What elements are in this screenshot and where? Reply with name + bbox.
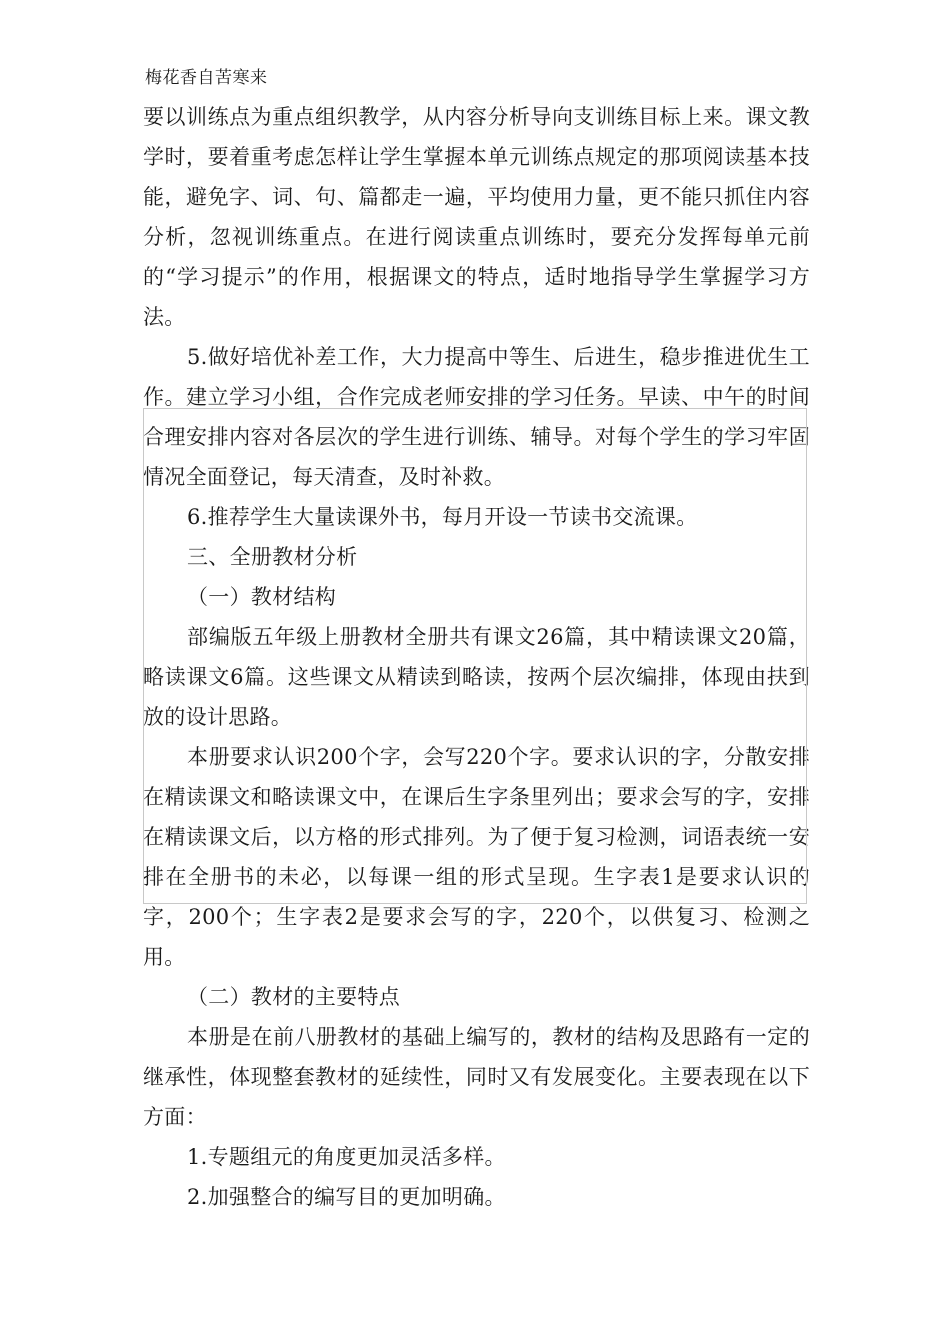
paragraph-item-5: 5.做好培优补差工作，大力提高中等生、后进生，稳步推进优生工作。建立学习小组，合作完成老师安排的学习任务。早读、中午的时间合理安排内容对各层次的学生进行训练、辅导。对每个学生的学习牢固情况全面登记，每天清查，及时补救。 <box>143 345 810 489</box>
subsection-heading-2: （二）教材的主要特点 <box>187 985 400 1009</box>
paragraph-main-features: 本册是在前八册教材的基础上编写的，教材的结构及思路有一定的继承性，体现整套教材的延续性，同时又有发展变化。主要表现在以下方面： <box>143 1025 810 1129</box>
paragraph-item-6: 6.推荐学生大量读课外书，每月开设一节读书交流课。 <box>187 505 698 529</box>
paragraph-training-focus: 要以训练点为重点组织教学，从内容分析导向支训练目标上来。课文教学时，要着重考虑怎样让学生掌握本单元训练点规定的那项阅读基本技能，避免字、词、句、篇都走一遍，平均使用力量，更不能只抓住内容分析，忽视训练重点。在进行阅读重点训练时，要充分发挥每单元前的“学习提示”的作用，根据课文的特点，适时地指导学生掌握学习方法。 <box>143 105 810 329</box>
page-header: 梅花香自苦寒来 <box>145 68 268 88</box>
list-item-feature-1: 1.专题组元的角度更加灵活多样。 <box>187 1145 506 1169</box>
list-item-feature-2: 2.加强整合的编写目的更加明确。 <box>187 1185 506 1209</box>
paragraph-character-requirements: 本册要求认识200个字，会写220个字。要求认识的字，分散安排在精读课文和略读课文中，在课后生字条里列出；要求会写的字，安排在精读课文后，以方格的形式排列。为了便于复习检测，词语表统一安排在全册书的未必，以每课一组的形式呈现。生字表1是要求认识的字，200个；生字表2是要求会写的字，220个，以供复习、检测之用。 <box>143 745 810 969</box>
paragraph-textbook-structure: 部编版五年级上册教材全册共有课文26篇，其中精读课文20篇，略读课文6篇。这些课文从精读到略读，按两个层次编排，体现由扶到放的设计思路。 <box>143 625 810 729</box>
section-heading-3: 三、全册教材分析 <box>187 545 358 569</box>
document-body <box>143 97 810 1217</box>
subsection-heading-1: （一）教材结构 <box>187 585 337 609</box>
